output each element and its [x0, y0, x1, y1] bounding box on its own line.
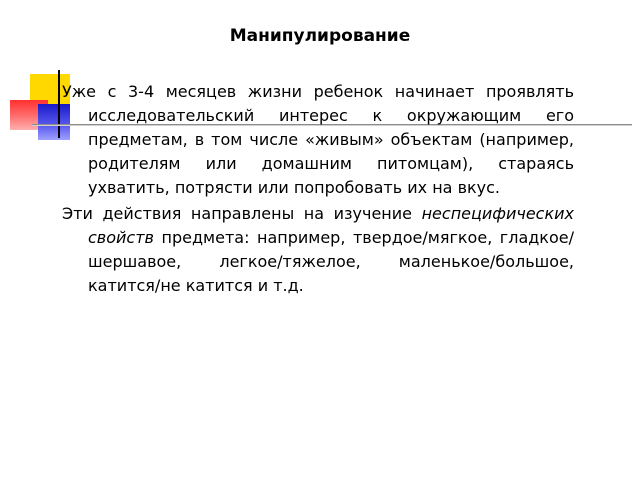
slide-title: Манипулирование	[229, 26, 411, 46]
paragraph-1: Уже с 3-4 месяцев жизни ребенок начинает проявлять исследовательский интерес к окружающим его предметам, в том числе «живым» объектам (например, родителям или домашним питомцам), стараясь ухватить, потрясти или попробовать их на вкус.	[62, 82, 574, 197]
vertical-line-decoration	[58, 70, 60, 138]
paragraph-2-italic-phrase: неспецифических свойств	[88, 204, 574, 247]
paragraph-2-text-end: предмета: например, твердое/мягкое, гладкое/шершавое, легкое/тяжелое, маленькое/большое, катится/не катится и т.д.	[88, 228, 574, 295]
paragraph-2-text-start: Эти действия направлены на изучение	[62, 204, 422, 223]
paragraph-2	[62, 202, 574, 298]
slide-body	[62, 80, 574, 300]
